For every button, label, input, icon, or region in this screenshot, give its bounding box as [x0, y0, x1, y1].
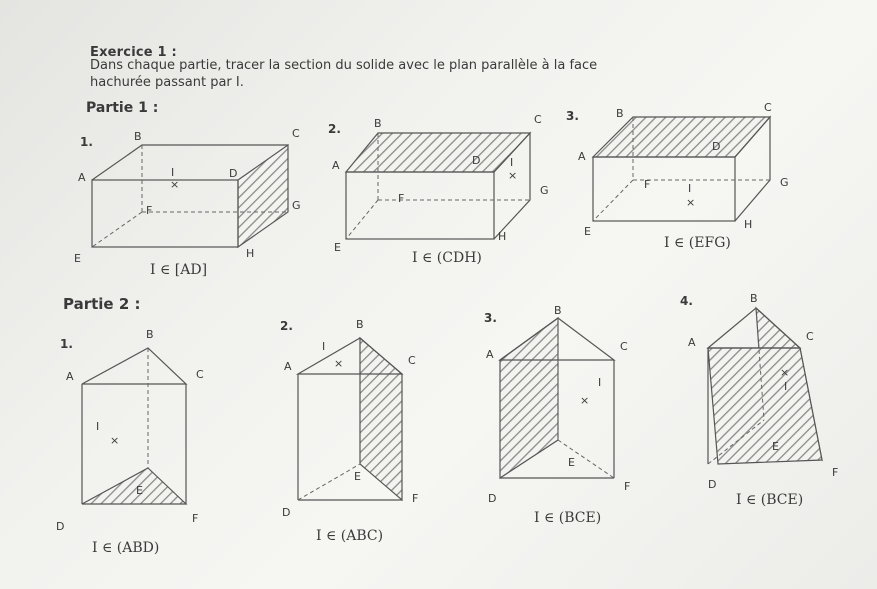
vertex-label-e: E: [334, 241, 341, 254]
part1-figure-1: [74, 127, 301, 278]
condition-text: I ∈ (ABD): [92, 540, 160, 556]
condition-text: I ∈ [AD]: [150, 262, 208, 278]
vertex-label-b: B: [134, 130, 142, 143]
vertex-label-h: H: [498, 230, 507, 243]
instruction-line-2: hachurée passant par I.: [90, 75, 244, 90]
vertex-label-d: D: [488, 492, 497, 505]
vertex-label-c: C: [534, 113, 542, 126]
figure-number: 3.: [484, 311, 497, 325]
vertex-label-e: E: [584, 225, 591, 238]
point-marker-i: ×: [780, 366, 790, 379]
hidden-edge-depth: [346, 200, 378, 239]
vertex-label-f: F: [398, 192, 405, 205]
part2-heading: Partie 2 :: [63, 295, 141, 313]
hatched-face-top: [346, 133, 530, 172]
point-marker-i: ×: [170, 178, 180, 191]
vertex-label-e: E: [568, 456, 575, 469]
vertex-label-f: F: [192, 512, 199, 525]
point-marker-i: ×: [110, 434, 120, 447]
vertex-label-c: C: [620, 340, 628, 353]
hatched-face-abed: [500, 318, 558, 478]
vertex-label-c: C: [196, 368, 204, 381]
vertex-label-b: B: [146, 328, 154, 341]
vertex-label-e: E: [74, 252, 81, 265]
condition-text: I ∈ (BCE): [736, 492, 804, 508]
point-label-i: I: [96, 420, 100, 433]
figure-number: 2.: [328, 122, 341, 136]
condition-text: I ∈ (BCE): [534, 510, 602, 526]
part2-figure-1: [56, 328, 204, 556]
vertex-label-b: B: [554, 304, 562, 317]
vertex-label-g: G: [292, 199, 301, 212]
vertex-label-f: F: [832, 466, 839, 479]
vertex-label-h: H: [246, 247, 255, 260]
vertex-label-f: F: [644, 178, 651, 191]
vertex-label-a: A: [688, 336, 696, 349]
point-label-i: I: [510, 156, 514, 169]
hatched-face-top: [593, 117, 770, 157]
hidden-edge-depth: [593, 180, 633, 221]
vertex-label-h: H: [744, 218, 753, 231]
point-marker-i: ×: [686, 196, 696, 209]
vertex-label-a: A: [66, 370, 74, 383]
figure-number: 1.: [60, 337, 73, 351]
instruction-line-1: Dans chaque partie, tracer la section du solide avec le plan parallèle à la face: [90, 58, 598, 73]
vertex-label-g: G: [780, 176, 789, 189]
vertex-label-f: F: [146, 204, 153, 217]
hatched-face-cdhg: [238, 145, 288, 247]
point-marker-i: ×: [334, 357, 344, 370]
vertex-label-d: D: [229, 167, 238, 180]
part1-figure-2: [328, 113, 549, 266]
top-triangle: [82, 348, 186, 384]
vertex-label-a: A: [578, 150, 586, 163]
vertex-label-a: A: [284, 360, 292, 373]
hidden-edge-depth: [92, 212, 142, 247]
part2-figure-2: [280, 318, 418, 544]
point-marker-i: ×: [508, 169, 518, 182]
vertex-label-b: B: [374, 117, 382, 130]
figure-number: 3.: [566, 109, 579, 123]
vertex-label-d: D: [708, 478, 717, 491]
vertex-label-f: F: [624, 480, 631, 493]
vertex-label-a: A: [78, 171, 86, 184]
point-label-i: I: [322, 340, 326, 353]
vertex-label-c: C: [806, 330, 814, 343]
vertex-label-a: A: [332, 159, 340, 172]
figure-number: 1.: [80, 135, 93, 149]
part1-figure-3: [566, 101, 789, 251]
front-face: [92, 180, 238, 247]
vertex-label-e: E: [772, 440, 779, 453]
vertex-label-d: D: [712, 140, 721, 153]
part2-figure-4: [680, 292, 838, 508]
vertex-label-b: B: [750, 292, 758, 305]
point-label-i: I: [171, 166, 175, 179]
front-face: [593, 157, 735, 221]
condition-text: I ∈ (EFG): [664, 235, 731, 251]
point-marker-i: ×: [580, 394, 590, 407]
vertex-label-d: D: [472, 154, 481, 167]
front-face: [346, 172, 494, 239]
hatched-face-front: [708, 348, 822, 464]
vertex-label-a: A: [486, 348, 494, 361]
vertex-label-e: E: [354, 470, 361, 483]
vertex-label-c: C: [408, 354, 416, 367]
point-label-i: I: [688, 182, 692, 195]
vertex-label-f: F: [412, 492, 419, 505]
exercise-title: Exercice 1 :: [90, 45, 177, 60]
figure-number: 4.: [680, 294, 693, 308]
hidden-edge-de: [298, 464, 360, 500]
condition-text: I ∈ (CDH): [412, 250, 482, 266]
figure-number: 2.: [280, 319, 293, 333]
vertex-label-e: E: [136, 484, 143, 497]
hidden-edge-ef: [558, 440, 614, 478]
vertex-label-d: D: [282, 506, 291, 519]
vertex-label-c: C: [764, 101, 772, 114]
vertex-label-b: B: [356, 318, 364, 331]
vertex-label-c: C: [292, 127, 300, 140]
point-label-i: I: [784, 380, 788, 393]
condition-text: I ∈ (ABC): [316, 528, 384, 544]
vertex-label-g: G: [540, 184, 549, 197]
hatched-face-def: [82, 468, 186, 504]
hatched-face-bcfe: [360, 338, 402, 500]
vertex-label-d: D: [56, 520, 65, 533]
part1-heading: Partie 1 :: [86, 100, 159, 116]
part2-figure-3: [484, 304, 630, 526]
point-label-i: I: [598, 376, 602, 389]
vertex-label-b: B: [616, 107, 624, 120]
